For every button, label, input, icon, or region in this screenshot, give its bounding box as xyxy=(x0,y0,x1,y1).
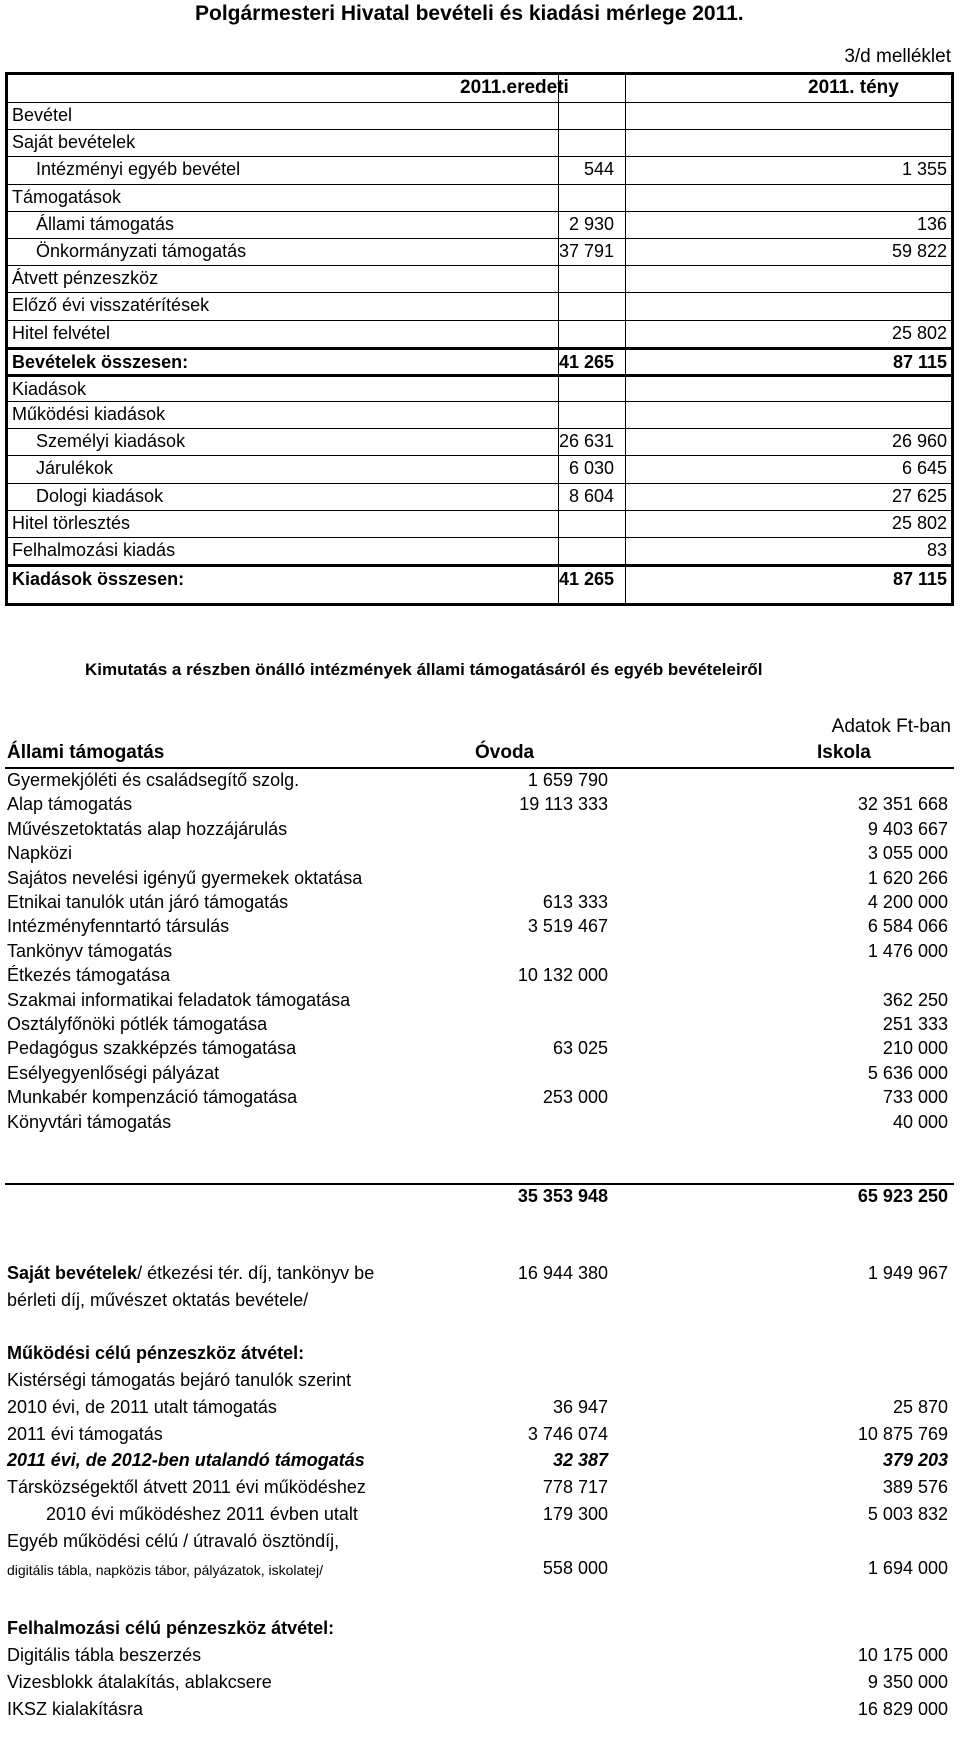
balance-table xyxy=(5,72,954,606)
item-label: Munkabér kompenzáció támogatása xyxy=(7,1087,298,1108)
page-title: Polgármesteri Hivatal bevételi és kiadási mérlege 2011. xyxy=(195,2,744,25)
item-label: Digitális tábla beszerzés xyxy=(7,1645,202,1665)
table-row xyxy=(8,320,951,347)
row-label: Bevételek összesen: xyxy=(12,351,189,372)
row-label: Átvett pénzeszköz xyxy=(12,268,159,289)
item-label: 2011 évi támogatás xyxy=(7,1423,163,1444)
total-rule xyxy=(5,1183,954,1185)
list-item xyxy=(0,965,960,992)
value-school: 389 576 xyxy=(882,1477,948,1498)
list-item xyxy=(0,843,960,870)
item-label: IKSZ kialakításra xyxy=(7,1699,144,1719)
item-label: Esélyegyenlőségi pályázat xyxy=(7,1062,220,1083)
row-label: Önkormányzati támogatás xyxy=(36,240,247,261)
item-label: Sajátos nevelési igényű gyermekek oktatása xyxy=(7,867,363,888)
unit-label: Adatok Ft-ban xyxy=(831,716,951,737)
row-label: Járulékok xyxy=(36,458,114,479)
value-kindergarten: 63 025 xyxy=(552,1038,608,1059)
item-label: Napközi xyxy=(7,843,73,864)
table-row xyxy=(8,374,951,401)
value-school: 251 333 xyxy=(882,1014,948,1034)
table-row xyxy=(8,211,951,238)
value-school: 210 000 xyxy=(882,1038,948,1059)
value-school: 10 875 769 xyxy=(857,1423,948,1444)
list-item xyxy=(0,1370,960,1397)
list-item xyxy=(0,1014,960,1041)
header-rule xyxy=(5,767,954,769)
operating-transfer-heading-row xyxy=(0,1343,960,1370)
value-kindergarten: 253 000 xyxy=(542,1087,608,1108)
value-kindergarten: 179 300 xyxy=(542,1504,608,1524)
value-school: 4 200 000 xyxy=(867,892,948,912)
list-item xyxy=(0,1504,960,1531)
table-row xyxy=(8,455,951,482)
item-label: Szakmai informatikai feladatok támogatása xyxy=(7,989,351,1010)
table-row xyxy=(8,238,951,265)
value-kindergarten: 10 132 000 xyxy=(517,965,608,986)
list-item xyxy=(0,1672,960,1699)
list-item xyxy=(0,1424,960,1451)
value-school: 40 000 xyxy=(892,1111,948,1132)
item-label: Alap támogatás xyxy=(7,794,133,815)
list-item xyxy=(0,1087,960,1114)
own-revenue-kindergarten: 16 944 380 xyxy=(517,1263,608,1283)
value-school: 379 203 xyxy=(882,1450,948,1471)
value-school: 733 000 xyxy=(882,1087,948,1108)
item-label: Pedagógus szakképzés támogatása xyxy=(7,1038,297,1059)
value-school: 6 584 066 xyxy=(867,916,948,937)
row-label: Hitel felvétel xyxy=(12,322,111,343)
list-item xyxy=(0,1699,960,1726)
own-revenue-label: / étkezési tér. díj, tankönyv be xyxy=(137,1263,375,1283)
column-header-actual: 2011. tény xyxy=(808,77,899,98)
value-actual: 136 xyxy=(916,213,947,234)
header-label: Állami támogatás xyxy=(7,742,165,763)
value-school: 1 476 000 xyxy=(867,940,948,961)
value-school: 5 003 832 xyxy=(867,1504,948,1524)
value-kindergarten: 3 746 074 xyxy=(527,1423,608,1444)
value-kindergarten: 36 947 xyxy=(552,1396,608,1417)
item-label: Etnikai tanulók után járó támogatás xyxy=(7,892,289,912)
item-label: Kistérségi támogatás bejáró tanulók szerint xyxy=(7,1370,352,1390)
row-label: Hitel törlesztés xyxy=(12,512,131,533)
header-school: Iskola xyxy=(817,742,871,763)
value-actual: 25 802 xyxy=(891,512,947,533)
item-label: Osztályfőnöki pótlék támogatása xyxy=(7,1014,268,1034)
item-label: 2010 évi működéshez 2011 évben utalt xyxy=(46,1504,358,1524)
annex-label: 3/d melléklet xyxy=(844,46,951,67)
list-item xyxy=(0,1558,960,1585)
table-header xyxy=(8,75,951,103)
value-original: 8 604 xyxy=(568,485,614,506)
table-body xyxy=(8,102,951,591)
list-item xyxy=(0,770,960,797)
value-original: 26 631 xyxy=(558,431,614,452)
value-school: 1 694 000 xyxy=(867,1557,948,1578)
value-school: 9 403 667 xyxy=(867,818,948,839)
own-revenue-row xyxy=(0,1263,960,1290)
capital-transfer-heading-row xyxy=(0,1618,960,1645)
row-label: Intézményi egyéb bevétel xyxy=(36,159,241,180)
item-label: digitális tábla, napközis tábor, pályázatok, iskolatej/ xyxy=(7,1561,323,1578)
table-row xyxy=(8,428,951,455)
table-row xyxy=(8,510,951,537)
value-school: 362 250 xyxy=(882,989,948,1010)
value-kindergarten: 32 387 xyxy=(552,1450,608,1471)
list-item xyxy=(0,1450,960,1477)
value-kindergarten: 558 000 xyxy=(542,1557,608,1578)
column-header-original: 2011.eredeti xyxy=(460,77,569,98)
value-actual: 87 115 xyxy=(892,351,947,372)
value-actual: 83 xyxy=(926,540,947,560)
header-kindergarten: Óvoda xyxy=(475,742,535,763)
row-label: Kiadások xyxy=(12,378,87,399)
row-label: Felhalmozási kiadás xyxy=(12,540,176,560)
value-original: 2 930 xyxy=(568,213,614,234)
value-original: 6 030 xyxy=(568,458,614,479)
table-row xyxy=(8,564,951,591)
value-kindergarten: 1 659 790 xyxy=(527,770,608,790)
list-item xyxy=(0,1531,960,1558)
value-actual: 59 822 xyxy=(891,240,947,261)
item-label: 2011 évi, de 2012-ben utalandó támogatás xyxy=(7,1450,365,1471)
list-item xyxy=(0,819,960,846)
list-item xyxy=(0,1038,960,1065)
item-label: Intézményfenntartó társulás xyxy=(7,916,230,937)
list-item xyxy=(0,1645,960,1672)
own-revenue-row-2 xyxy=(0,1290,960,1317)
item-label: Vizesblokk átalakítás, ablakcsere xyxy=(7,1672,272,1692)
value-original: 37 791 xyxy=(558,240,614,261)
list-item xyxy=(0,1112,960,1139)
value-school: 16 829 000 xyxy=(857,1699,948,1719)
table-row xyxy=(8,156,951,183)
value-kindergarten: 3 519 467 xyxy=(527,916,608,937)
item-label: Művészetoktatás alap hozzájárulás xyxy=(7,818,288,839)
list-item xyxy=(0,1397,960,1424)
item-label: Társközségektől átvett 2011 évi működéshez xyxy=(7,1477,366,1498)
list-item xyxy=(0,916,960,943)
table-row xyxy=(8,292,951,319)
value-actual: 25 802 xyxy=(891,322,947,343)
total-school: 65 923 250 xyxy=(857,1186,948,1206)
own-revenue-school: 1 949 967 xyxy=(867,1263,948,1283)
value-kindergarten: 19 113 333 xyxy=(519,794,608,815)
value-school: 1 620 266 xyxy=(867,867,948,888)
item-label: Egyéb működési célú / útravaló ösztöndíj, xyxy=(7,1530,340,1551)
row-label: Bevétel xyxy=(12,105,73,125)
table-row xyxy=(8,537,951,564)
operating-transfer-heading: Működési célú pénzeszköz átvétel: xyxy=(7,1343,305,1363)
table-row xyxy=(8,347,951,374)
value-actual: 87 115 xyxy=(892,569,947,590)
item-label: 2010 évi, de 2011 utalt támogatás xyxy=(7,1396,277,1417)
table-row xyxy=(8,265,951,292)
list-item xyxy=(0,1063,960,1090)
section-subtitle: Kimutatás a részben önálló intézmények állami támogatásáról és egyéb bevételeiről xyxy=(85,660,763,679)
state-support-total-row xyxy=(0,1186,960,1213)
value-kindergarten: 778 717 xyxy=(542,1477,608,1498)
item-label: Tankönyv támogatás xyxy=(7,940,173,961)
table-row xyxy=(8,483,951,510)
value-school: 32 351 668 xyxy=(857,794,948,815)
item-label: Gyermekjóléti és családsegítő szolg. xyxy=(7,770,300,790)
value-actual: 27 625 xyxy=(891,485,947,506)
table-row xyxy=(8,102,951,129)
list-item xyxy=(0,941,960,968)
row-label: Működési kiadások xyxy=(12,404,166,425)
row-label: Személyi kiadások xyxy=(36,431,186,452)
own-revenue-label-2: bérleti díj, művészet oktatás bevétele/ xyxy=(7,1290,309,1310)
table-row xyxy=(8,401,951,428)
own-revenue-label-bold: Saját bevételek xyxy=(7,1263,138,1283)
value-school: 25 870 xyxy=(892,1396,948,1417)
row-label: Támogatások xyxy=(12,186,122,207)
table-row xyxy=(8,129,951,156)
item-label: Étkezés támogatása xyxy=(7,965,171,986)
item-label: Könyvtári támogatás xyxy=(7,1111,172,1132)
value-actual: 1 355 xyxy=(901,159,947,180)
total-kindergarten: 35 353 948 xyxy=(517,1186,608,1206)
value-original: 41 265 xyxy=(558,351,614,372)
value-actual: 26 960 xyxy=(891,431,947,452)
capital-transfer-heading: Felhalmozási célú pénzeszköz átvétel: xyxy=(7,1618,335,1638)
list-item xyxy=(0,868,960,895)
value-original: 41 265 xyxy=(558,569,614,590)
value-original: 544 xyxy=(583,159,614,180)
row-label: Saját bevételek xyxy=(12,132,136,153)
value-school: 3 055 000 xyxy=(867,843,948,864)
row-label: Dologi kiadások xyxy=(36,485,164,506)
list-item xyxy=(0,1477,960,1504)
table-row xyxy=(8,184,951,211)
list-item xyxy=(0,990,960,1017)
row-label: Kiadások összesen: xyxy=(12,569,185,590)
value-school: 10 175 000 xyxy=(857,1645,948,1665)
value-school: 5 636 000 xyxy=(867,1062,948,1083)
list-item xyxy=(0,794,960,821)
value-actual: 6 645 xyxy=(901,458,947,479)
value-kindergarten: 613 333 xyxy=(542,892,608,912)
list-item xyxy=(0,892,960,919)
row-label: Állami támogatás xyxy=(36,213,175,234)
value-school: 9 350 000 xyxy=(867,1672,948,1692)
row-label: Előző évi visszatérítések xyxy=(12,295,210,316)
